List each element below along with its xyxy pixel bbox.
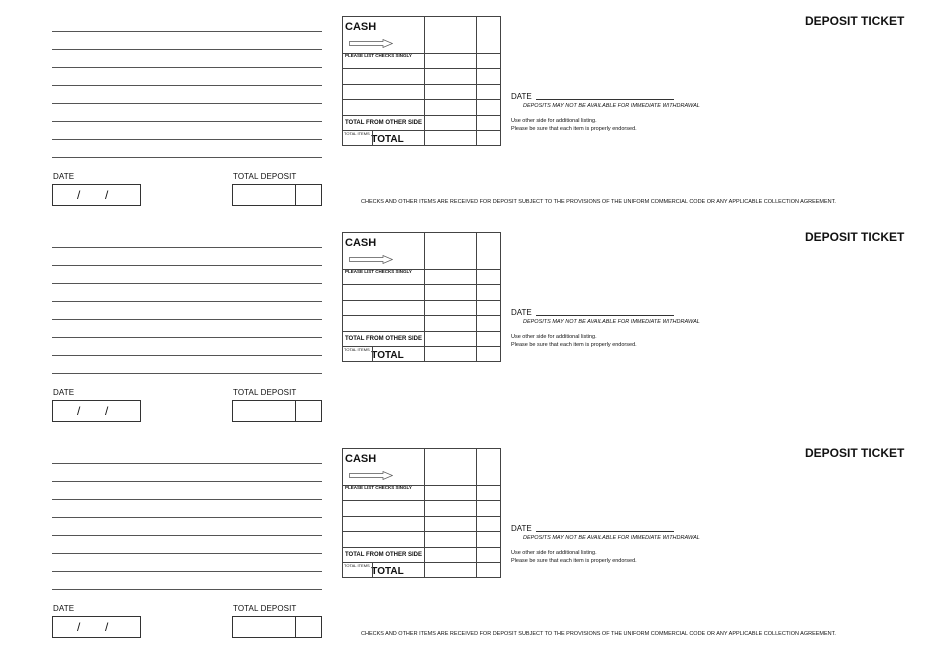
total-cents-cell[interactable] xyxy=(477,562,501,577)
date-separator: / xyxy=(77,404,81,418)
check-row-label[interactable] xyxy=(343,532,425,547)
terms-notice: CHECKS AND OTHER ITEMS ARE RECEIVED FOR DEPOSIT SUBJECT TO THE PROVISIONS OF THE UNIFORM COMMERCIAL CODE OR ANY APPLICABLE COLLECTION AGREEMENT. xyxy=(361,631,836,637)
date-label: DATE xyxy=(511,92,532,101)
cash-dollars-cell[interactable] xyxy=(425,17,477,54)
check-row-label[interactable] xyxy=(343,501,425,516)
memo-line[interactable] xyxy=(52,67,322,68)
cash-cell xyxy=(343,17,425,54)
stub-total-deposit-dollars[interactable] xyxy=(232,400,296,422)
cash-cents-cell[interactable] xyxy=(477,17,501,54)
memo-line[interactable] xyxy=(52,85,322,86)
memo-line[interactable] xyxy=(52,283,322,284)
memo-line[interactable] xyxy=(52,157,322,158)
stub-total-deposit-label: TOTAL DEPOSIT xyxy=(233,604,297,613)
date-line[interactable] xyxy=(536,531,674,532)
deposit-ticket xyxy=(0,216,927,432)
deposit-availability-notice: DEPOSITS MAY NOT BE AVAILABLE FOR IMMEDIATE WITHDRAWAL xyxy=(523,103,700,109)
deposit-ticket xyxy=(0,432,927,648)
instructions xyxy=(511,334,637,349)
check-dollars-cell[interactable] xyxy=(425,84,477,99)
date-separator: / xyxy=(105,620,109,634)
total-dollars-cell[interactable] xyxy=(425,130,477,145)
date-separator: / xyxy=(77,188,81,202)
check-dollars-cell[interactable] xyxy=(425,69,477,84)
list-checks-note: PLEASE LIST CHECKS SINGLY xyxy=(345,53,412,58)
memo-line[interactable] xyxy=(52,355,322,356)
other-side-cents-cell[interactable] xyxy=(477,547,501,562)
terms-notice: CHECKS AND OTHER ITEMS ARE RECEIVED FOR DEPOSIT SUBJECT TO THE PROVISIONS OF THE UNIFORM COMMERCIAL CODE OR ANY APPLICABLE COLLECTION AGREEMENT. xyxy=(361,199,836,205)
list-checks-note: PLEASE LIST CHECKS SINGLY xyxy=(345,269,412,274)
memo-line[interactable] xyxy=(52,373,322,374)
check-cents-cell[interactable] xyxy=(477,69,501,84)
arrow-right-icon xyxy=(349,471,393,480)
memo-line[interactable] xyxy=(52,535,322,536)
check-row-label[interactable] xyxy=(343,84,425,99)
instruction-line: Please be sure that each item is properly endorsed. xyxy=(511,125,637,132)
total-cell xyxy=(343,130,425,145)
check-listing-table xyxy=(342,16,501,146)
deposit-ticket xyxy=(0,0,927,216)
check-dollars-cell[interactable] xyxy=(425,501,477,516)
stub-total-deposit-dollars[interactable] xyxy=(232,184,296,206)
memo-line[interactable] xyxy=(52,517,322,518)
total-cents-cell[interactable] xyxy=(477,346,501,361)
check-cents-cell[interactable] xyxy=(477,532,501,547)
check-row-label xyxy=(343,54,425,69)
total-label: TOTAL xyxy=(371,134,404,146)
other-side-dollars-cell[interactable] xyxy=(425,115,477,130)
cash-label: CASH xyxy=(345,453,377,465)
memo-line[interactable] xyxy=(52,553,322,554)
deposit-ticket-title: DEPOSIT TICKET xyxy=(805,446,905,460)
total-from-other-side-label: TOTAL FROM OTHER SIDE xyxy=(343,331,425,346)
stub-date-label: DATE xyxy=(53,172,75,181)
total-label: TOTAL xyxy=(371,566,404,578)
check-cents-cell[interactable] xyxy=(477,54,501,69)
other-side-dollars-cell[interactable] xyxy=(425,331,477,346)
total-cents-cell[interactable] xyxy=(477,130,501,145)
deposit-availability-notice: DEPOSITS MAY NOT BE AVAILABLE FOR IMMEDIATE WITHDRAWAL xyxy=(523,319,700,325)
cash-label: CASH xyxy=(345,21,377,33)
date-line[interactable] xyxy=(536,99,674,100)
stub-date-label: DATE xyxy=(53,388,75,397)
check-cents-cell[interactable] xyxy=(477,285,501,300)
other-side-dollars-cell[interactable] xyxy=(425,547,477,562)
date-separator: / xyxy=(77,620,81,634)
memo-line[interactable] xyxy=(52,265,322,266)
instruction-line: Use other side for additional listing. xyxy=(511,118,597,124)
cash-label: CASH xyxy=(345,237,377,249)
check-row-label[interactable] xyxy=(343,316,425,331)
date-label: DATE xyxy=(511,524,532,533)
stub-date-field[interactable] xyxy=(52,400,141,422)
memo-line[interactable] xyxy=(52,139,322,140)
date-line[interactable] xyxy=(536,315,674,316)
check-dollars-cell[interactable] xyxy=(425,532,477,547)
check-row-label[interactable] xyxy=(343,69,425,84)
other-side-cents-cell[interactable] xyxy=(477,115,501,130)
check-row-label[interactable] xyxy=(343,300,425,315)
stub-date-field[interactable] xyxy=(52,184,141,206)
check-dollars-cell[interactable] xyxy=(425,54,477,69)
total-dollars-cell[interactable] xyxy=(425,346,477,361)
memo-line[interactable] xyxy=(52,463,322,464)
memo-line[interactable] xyxy=(52,247,322,248)
other-side-cents-cell[interactable] xyxy=(477,331,501,346)
stub-total-deposit-cents[interactable] xyxy=(295,616,322,638)
instruction-line: Please be sure that each item is properly endorsed. xyxy=(511,341,637,348)
memo-line[interactable] xyxy=(52,31,322,32)
memo-line[interactable] xyxy=(52,571,322,572)
check-dollars-cell[interactable] xyxy=(425,300,477,315)
date-separator: / xyxy=(105,188,109,202)
memo-line[interactable] xyxy=(52,481,322,482)
memo-line[interactable] xyxy=(52,121,322,122)
total-cell xyxy=(343,562,425,577)
list-checks-note: PLEASE LIST CHECKS SINGLY xyxy=(345,485,412,490)
check-cents-cell[interactable] xyxy=(477,84,501,99)
check-dollars-cell[interactable] xyxy=(425,270,477,285)
check-row-label[interactable] xyxy=(343,516,425,531)
instruction-line: Please be sure that each item is properly endorsed. xyxy=(511,557,637,564)
arrow-right-icon xyxy=(349,39,393,48)
check-row-label xyxy=(343,486,425,501)
cash-dollars-cell[interactable] xyxy=(425,449,477,486)
memo-line[interactable] xyxy=(52,103,322,104)
deposit-ticket-title: DEPOSIT TICKET xyxy=(805,14,905,28)
stub-total-deposit-label: TOTAL DEPOSIT xyxy=(233,172,297,181)
total-dollars-cell[interactable] xyxy=(425,562,477,577)
stub-total-deposit-label: TOTAL DEPOSIT xyxy=(233,388,297,397)
deposit-availability-notice: DEPOSITS MAY NOT BE AVAILABLE FOR IMMEDIATE WITHDRAWAL xyxy=(523,535,700,541)
memo-line[interactable] xyxy=(52,589,322,590)
check-row-label[interactable] xyxy=(343,285,425,300)
total-items-label: TOTAL ITEMS xyxy=(344,562,370,568)
date-separator: / xyxy=(105,404,109,418)
cash-cents-cell[interactable] xyxy=(477,233,501,270)
check-cents-cell[interactable] xyxy=(477,100,501,115)
stub-total-deposit-cents[interactable] xyxy=(295,184,322,206)
memo-line[interactable] xyxy=(52,49,322,50)
total-label: TOTAL xyxy=(371,350,404,362)
check-dollars-cell[interactable] xyxy=(425,516,477,531)
check-row-label xyxy=(343,270,425,285)
check-cents-cell[interactable] xyxy=(477,501,501,516)
stub-total-deposit-cents[interactable] xyxy=(295,400,322,422)
memo-line[interactable] xyxy=(52,499,322,500)
cash-cell xyxy=(343,233,425,270)
cash-cents-cell[interactable] xyxy=(477,449,501,486)
cash-cell xyxy=(343,449,425,486)
check-cents-cell[interactable] xyxy=(477,486,501,501)
total-from-other-side-label: TOTAL FROM OTHER SIDE xyxy=(343,547,425,562)
memo-line[interactable] xyxy=(52,301,322,302)
total-items-label: TOTAL ITEMS xyxy=(344,346,370,352)
check-dollars-cell[interactable] xyxy=(425,316,477,331)
total-items-label: TOTAL ITEMS xyxy=(344,130,370,136)
check-cents-cell[interactable] xyxy=(477,270,501,285)
date-label: DATE xyxy=(511,308,532,317)
stub-total-deposit-dollars[interactable] xyxy=(232,616,296,638)
check-dollars-cell[interactable] xyxy=(425,100,477,115)
check-listing-table xyxy=(342,232,501,362)
instruction-line: Use other side for additional listing. xyxy=(511,550,597,556)
instructions xyxy=(511,118,637,133)
stub-date-field[interactable] xyxy=(52,616,141,638)
check-dollars-cell[interactable] xyxy=(425,285,477,300)
stub-date-label: DATE xyxy=(53,604,75,613)
arrow-right-icon xyxy=(349,255,393,264)
check-dollars-cell[interactable] xyxy=(425,486,477,501)
check-cents-cell[interactable] xyxy=(477,300,501,315)
check-cents-cell[interactable] xyxy=(477,516,501,531)
total-cell xyxy=(343,346,425,361)
check-row-label[interactable] xyxy=(343,100,425,115)
instruction-line: Use other side for additional listing. xyxy=(511,334,597,340)
memo-line[interactable] xyxy=(52,319,322,320)
deposit-ticket-title: DEPOSIT TICKET xyxy=(805,230,905,244)
check-listing-table xyxy=(342,448,501,578)
memo-line[interactable] xyxy=(52,337,322,338)
total-from-other-side-label: TOTAL FROM OTHER SIDE xyxy=(343,115,425,130)
check-cents-cell[interactable] xyxy=(477,316,501,331)
cash-dollars-cell[interactable] xyxy=(425,233,477,270)
instructions xyxy=(511,550,637,565)
